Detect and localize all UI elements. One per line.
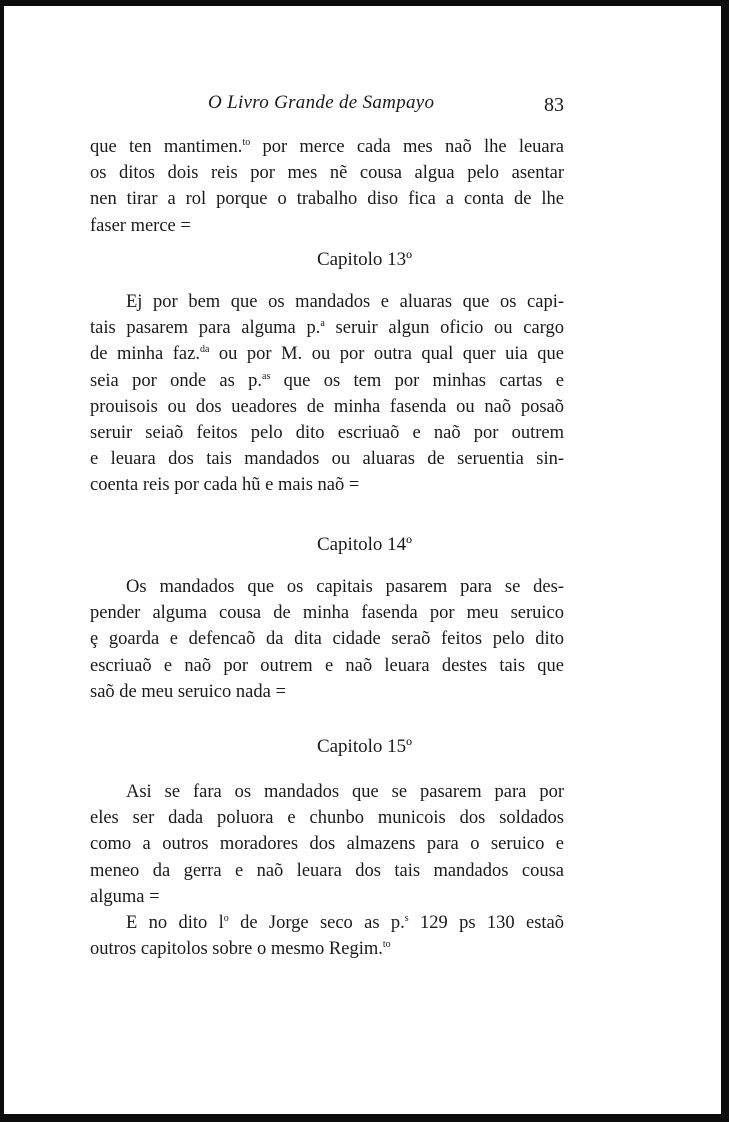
text-line: ȩ goarda e defencaõ da dita cidade seraõ feitos pelo dito — [90, 629, 564, 650]
text-line: faser merce = — [90, 215, 191, 236]
text-line: alguma = — [90, 886, 160, 907]
text-line: nen tirar a rol porque o trabalho diso fica a conta de lhe — [90, 189, 564, 210]
text-line: como a outros moradores dos almazens para o seruico e — [90, 834, 564, 855]
running-title: O Livro Grande de Sampayo — [208, 92, 435, 113]
page-number: 83 — [544, 94, 564, 116]
text-line: coenta reis por cada hũ e mais naõ = — [90, 475, 360, 496]
text-line: e leuara dos tais mandados ou aluaras de seruentia sin- — [90, 449, 564, 470]
text-line: eles ser dada poluora e chunbo municois dos soldados — [90, 808, 564, 829]
text-line: escriuaõ e naõ por outrem e naõ leuara destes tais que — [90, 655, 564, 676]
page-header — [0, 88, 729, 124]
text-line: de minha faz.$^{da}$ ou por M. ou por outra qual quer uia que — [90, 344, 564, 365]
chapter-13-body — [90, 289, 564, 499]
text-line: seruir seiaõ feitos pelo dito escriuaõ e naõ por outrem — [90, 422, 564, 443]
text-line: tais pasarem para alguma p.$^a$ seruir algun oficio ou cargo — [90, 318, 565, 339]
text-line: que ten mantimen.$^{to}$ por merce cada mes naõ lhe leuara — [90, 137, 565, 157]
text-line: Asi se fara os mandados que se pasarem para por — [126, 782, 564, 802]
text-line: prouisois ou dos ueadores de minha fasenda ou naõ posaõ — [90, 396, 564, 417]
text-line: Os mandados que os capitais pasarem para se des- — [126, 577, 564, 597]
text-line: outros capitolos sobre o mesmo Regim.$^{to}$ — [90, 939, 391, 960]
text-line: E no dito $l^o$ de Jorge seco as p.$^s$ 129 ps 130 estaõ — [126, 913, 564, 933]
text-line: pender alguma cousa de minha fasenda por meu seruico — [90, 603, 564, 624]
chapter-14-body — [90, 574, 564, 705]
text-line: Ej por bem que os mandados e aluaras que os capi- — [126, 292, 564, 312]
text-line: seia por onde as p.$^{as}$ que os tem por minhas cartas e — [90, 370, 564, 391]
paragraph-continuation — [90, 134, 564, 239]
chapter-15-heading: Capitolo 15º — [316, 736, 413, 757]
chapter-15-body — [90, 779, 564, 910]
closing-note — [90, 910, 564, 962]
text-line: saõ de meu seruico nada = — [90, 681, 286, 702]
text-line: os ditos dois reis por mes nẽ cousa algua pelo asentar — [90, 163, 564, 184]
chapter-13-heading: Capitolo 13º — [316, 249, 413, 270]
text-line: meneo da gerra e naõ leuara dos tais mandados cousa — [90, 860, 564, 881]
chapter-14-heading: Capitolo 14º — [316, 534, 413, 555]
